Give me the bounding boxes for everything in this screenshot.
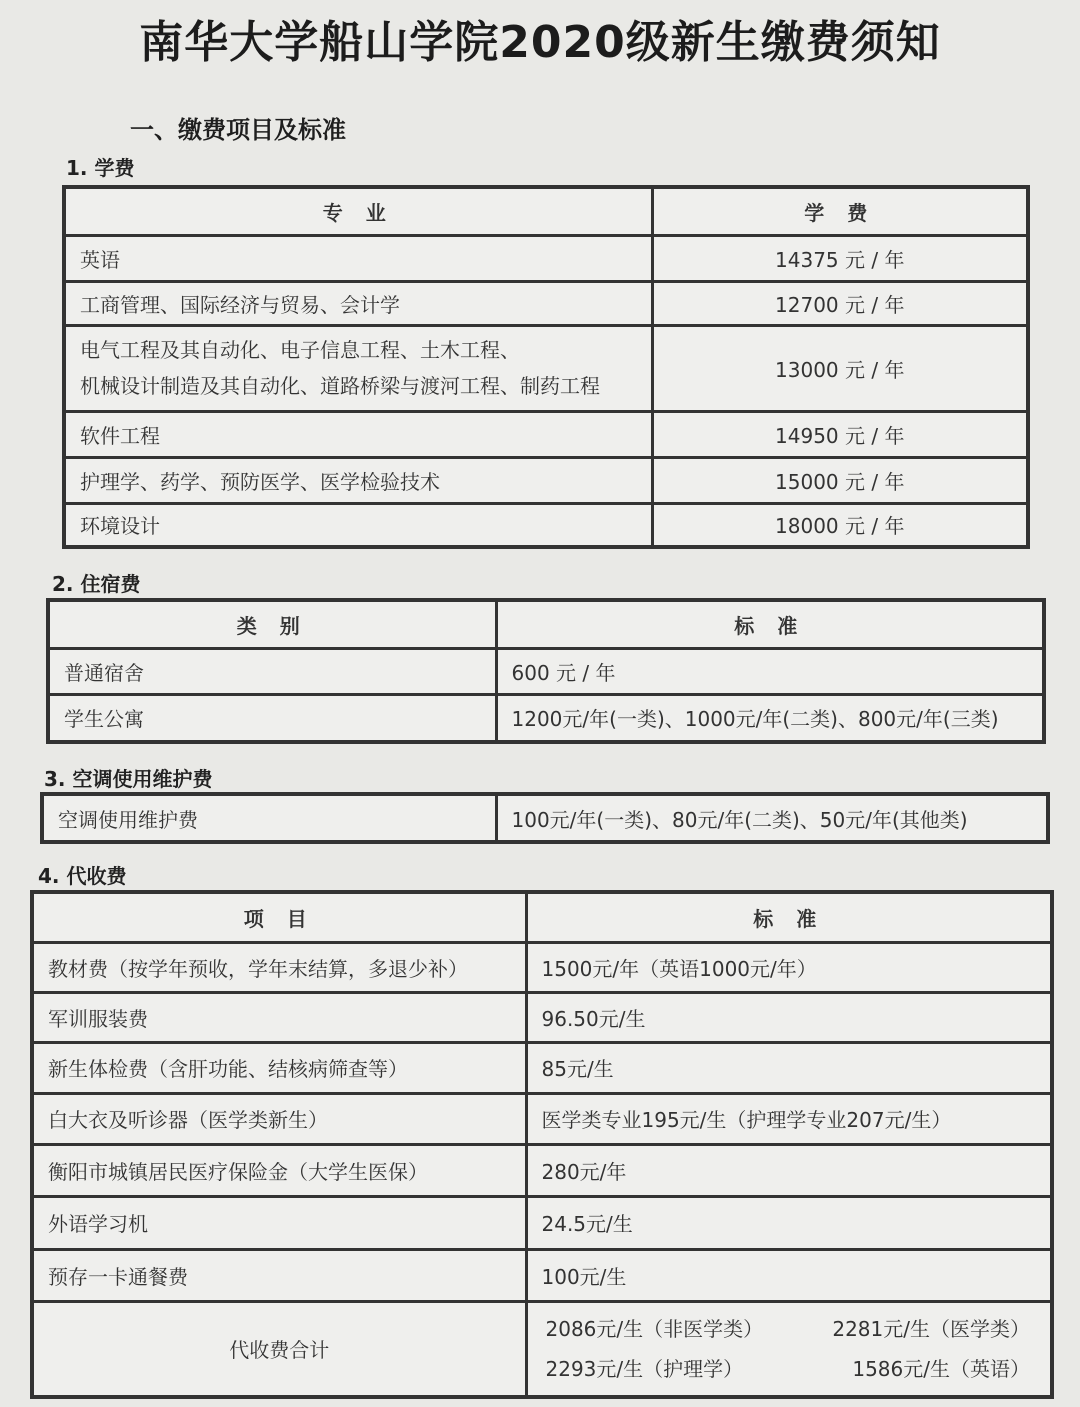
item-cell: 外语学习机: [32, 1196, 526, 1249]
table-row: [64, 281, 1028, 325]
standard-cell: 85元/生: [526, 1042, 1052, 1093]
type-cell: 普通宿舍: [48, 648, 496, 694]
table-row: [32, 1093, 1052, 1144]
total-nursing: 2293元/生（护理学）: [545, 1356, 744, 1381]
fee-cell: 12700 元 / 年: [652, 281, 1028, 325]
total-line: [538, 1349, 1041, 1389]
standard-cell: 100元/生: [526, 1249, 1052, 1301]
total-medical: 2281元/生（医学类）: [832, 1316, 1030, 1341]
fee-cell: 18000 元 / 年: [652, 503, 1028, 547]
column-header-major: 专 业: [64, 187, 652, 235]
item-cell: 预存一卡通餐费: [32, 1249, 526, 1301]
item-cell: 军训服装费: [32, 992, 526, 1042]
ac-label-cell: 空调使用维护费: [42, 794, 496, 842]
total-label-cell: 代收费合计: [32, 1301, 526, 1397]
table-row: [64, 235, 1028, 281]
table-row: [64, 503, 1028, 547]
table-row: [32, 942, 1052, 992]
agency-heading: 4. 代收费: [38, 864, 127, 888]
item-cell: 衡阳市城镇居民医疗保险金（大学生医保）: [32, 1144, 526, 1196]
table-header-row: [48, 600, 1044, 648]
standard-cell: 1200元/年(一类)、1000元/年(二类)、800元/年(三类): [496, 694, 1044, 742]
table-row: [32, 1196, 1052, 1249]
ac-standard-cell: 100元/年(一类)、80元/年(二类)、50元/年(其他类): [496, 794, 1048, 842]
column-header-type: 类 别: [48, 600, 496, 648]
fee-cell: 14950 元 / 年: [652, 411, 1028, 457]
table-header-row: [32, 892, 1052, 942]
table-row: [64, 457, 1028, 503]
major-line: 电气工程及其自动化、电子信息工程、土木工程、: [80, 338, 520, 362]
ac-table: [40, 792, 1050, 844]
table-row: [48, 648, 1044, 694]
tuition-table: [62, 185, 1030, 549]
total-non-medical: 2086元/生（非医学类）: [545, 1316, 764, 1341]
major-cell: 英语: [64, 235, 652, 281]
major-cell: 工商管理、国际经济与贸易、会计学: [64, 281, 652, 325]
total-line: [538, 1309, 1041, 1349]
table-row: [32, 992, 1052, 1042]
standard-cell: 1500元/年（英语1000元/年）: [526, 942, 1052, 992]
table-row: [32, 1249, 1052, 1301]
fee-cell: 15000 元 / 年: [652, 457, 1028, 503]
section-heading: 一、缴费项目及标准: [130, 116, 346, 144]
item-cell: 白大衣及听诊器（医学类新生）: [32, 1093, 526, 1144]
table-row: [32, 1144, 1052, 1196]
type-cell: 学生公寓: [48, 694, 496, 742]
major-cell: 软件工程: [64, 411, 652, 457]
table-row: [64, 411, 1028, 457]
accommodation-heading: 2. 住宿费: [52, 572, 141, 596]
table-total-row: [32, 1301, 1052, 1397]
agency-table: [30, 890, 1054, 1399]
item-cell: 教材费（按学年预收，学年末结算，多退少补）: [32, 942, 526, 992]
column-header-standard: 标 准: [526, 892, 1052, 942]
fee-cell: 14375 元 / 年: [652, 235, 1028, 281]
fee-cell: 13000 元 / 年: [652, 325, 1028, 411]
standard-cell: 600 元 / 年: [496, 648, 1044, 694]
table-row: [48, 694, 1044, 742]
major-line: 机械设计制造及其自动化、道路桥梁与渡河工程、制药工程: [80, 374, 600, 398]
major-cell: 护理学、药学、预防医学、医学检验技术: [64, 457, 652, 503]
item-cell: 新生体检费（含肝功能、结核病筛查等）: [32, 1042, 526, 1093]
column-header-standard: 标 准: [496, 600, 1044, 648]
standard-cell: 280元/年: [526, 1144, 1052, 1196]
page-title: 南华大学船山学院2020级新生缴费须知: [139, 17, 941, 68]
column-header-fee: 学 费: [652, 187, 1028, 235]
table-row: [64, 325, 1028, 411]
table-row: [42, 794, 1048, 842]
standard-cell: 24.5元/生: [526, 1196, 1052, 1249]
standard-cell: 医学类专业195元/生（护理学专业207元/生）: [526, 1093, 1052, 1144]
standard-cell: 96.50元/生: [526, 992, 1052, 1042]
table-row: [32, 1042, 1052, 1093]
total-english: 1586元/生（英语）: [852, 1356, 1030, 1381]
table-header-row: [64, 187, 1028, 235]
accommodation-table: [46, 598, 1046, 744]
major-cell: 环境设计: [64, 503, 652, 547]
ac-heading: 3. 空调使用维护费: [44, 767, 213, 791]
column-header-item: 项 目: [32, 892, 526, 942]
major-cell: [64, 325, 652, 411]
tuition-heading: 1. 学费: [66, 156, 135, 180]
total-value-cell: [526, 1301, 1052, 1397]
